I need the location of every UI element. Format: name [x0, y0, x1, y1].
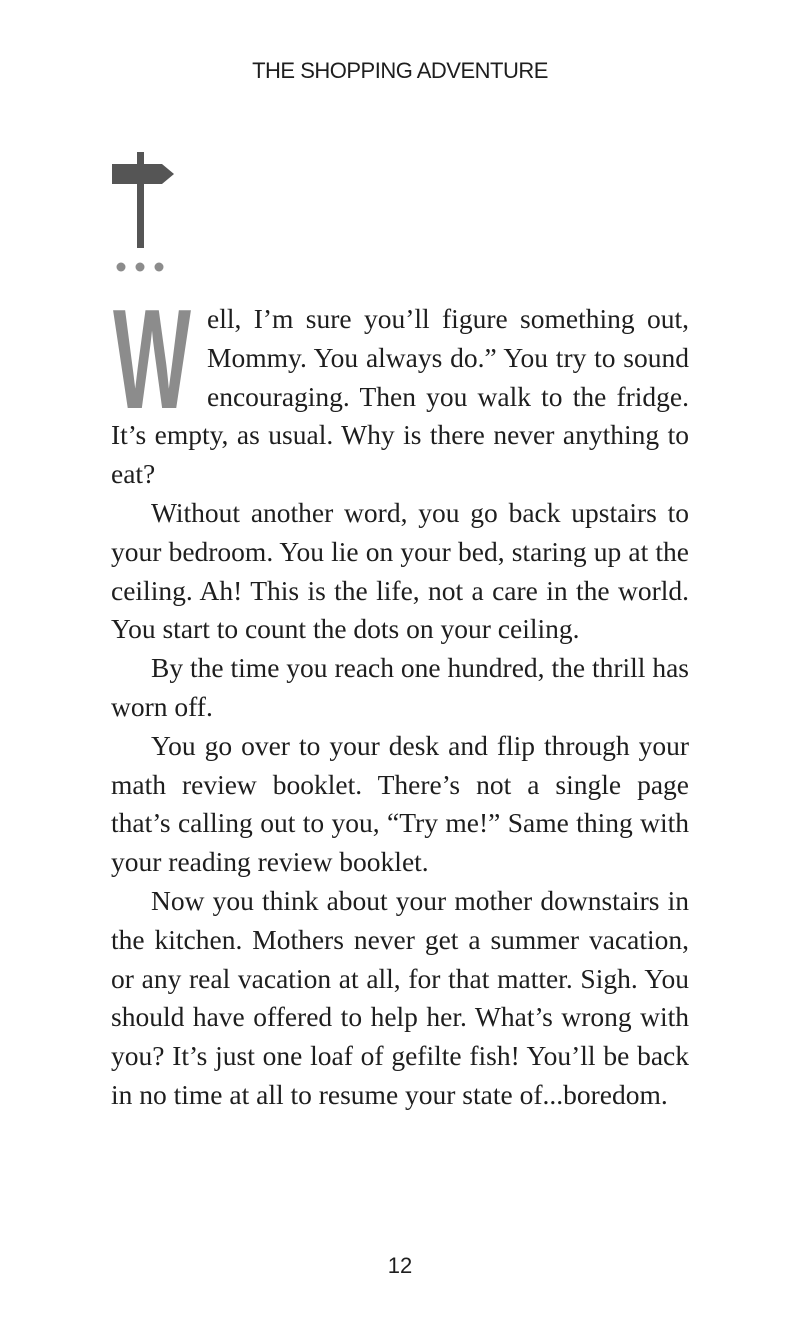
running-head: THE SHOPPING ADVENTURE: [252, 58, 548, 83]
signpost-icon: [108, 150, 178, 280]
paragraph-5: Now you think about your mother downstairs in the kitchen. Mothers never get a summer vacation, or any real vacation at all, for that matter. Sigh. You should have offered to help her. What’s wrong with you? It’s just one loaf of gefilte fish! You’ll be back in no time at all to resume your state of...boredom.: [111, 884, 689, 1110]
svg-text:W: W: [113, 280, 191, 439]
paragraph-3: By the time you reach one hundred, the thrill has worn off.: [111, 652, 689, 722]
body-text: [111, 280, 689, 1115]
first-paragraph-text: ell, I’m sure you’ll figure something out, Mommy. You always do.” You try to sound encouraging. Then you walk to the fridge. It’s empty, as usual. Why is there never anything to eat?: [111, 303, 689, 490]
drop-cap: [111, 280, 207, 439]
paragraph-4: You go over to your desk and flip through your math review booklet. There’s not a single page that’s calling out to you, “Try me!” Same thing with your reading review booklet.: [111, 729, 689, 878]
page-number: 12: [387, 1253, 413, 1278]
paragraph-2: Without another word, you go back upstairs to your bedroom. You lie on your bed, staring up at the ceiling. Ah! This is the life, not a care in the world. You start to count the dots on your ceiling.: [111, 496, 689, 645]
first-paragraph: [111, 280, 689, 494]
